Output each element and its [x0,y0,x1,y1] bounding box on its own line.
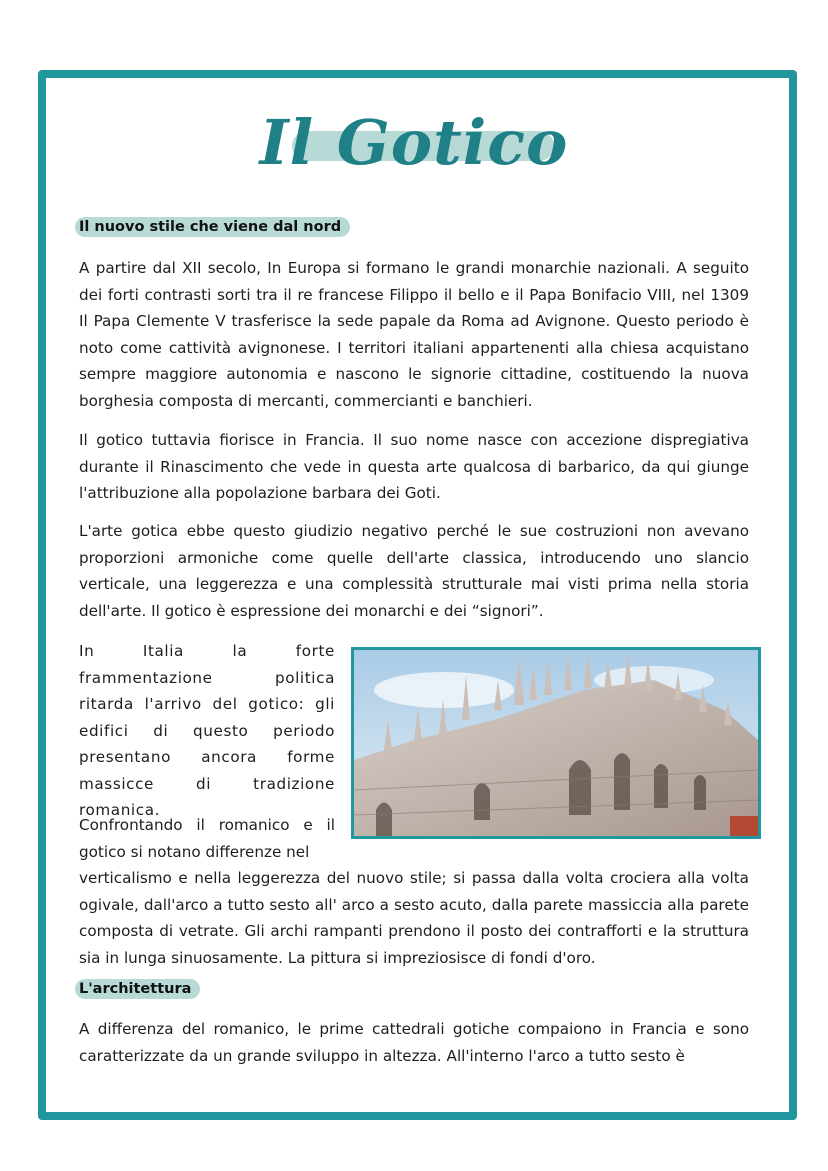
paragraph-5-start: Confrontando il romanico e il gotico si notano differenze nel [79,816,335,861]
paragraph-3: L'arte gotica ebbe questo giudizio negativo perché le sue costruzioni non avevano proporzioni armoniche come quelle dell'arte classica, introducendo uno slancio verticale, una leggerezza e una complessità strutturale mai visti prima nella storia dell'arte. Il gotico è espressione dei monarchi e dei “signori”. [79,522,749,620]
cathedral-photo [351,647,761,839]
paragraph-4: In Italia la forte frammentazione politica ritarda l'arrivo del gotico: gli edifici di questo periodo presentano ancora forme massicce di tradizione romanica. [79,642,335,819]
paragraph-1: A partire dal XII secolo, In Europa si formano le grandi monarchie nazionali. A seguito dei forti contrasti sorti tra il re francese Filippo il bello e il Papa Bonifacio VIII, nel 1309 Il Papa Clemente V trasferisce la sede papale da Roma ad Avignone. Questo periodo è noto come cattività avignonese. I territori italiani appartenenti alla chiesa acquistano sempre maggiore autonomia e nascono le signorie cittadine, costituendo la nuova borghesia composta di mercanti, commercianti e banchieri. [79,259,749,410]
paragraph-2: Il gotico tuttavia fiorisce in Francia. Il suo nome nasce con accezione dispregiativa durante il Rinascimento che vede in questa arte qualcosa di barbarico, da qui giunge l'attribuzione alla popolazione barbara dei Goti. [79,431,749,502]
page-title: Il Gotico [259,106,569,179]
section-heading-architettura: L'architettura [75,979,200,999]
paragraph-6: A differenza del romanico, le prime cattedrali gotiche compaiono in Francia e sono caratterizzate da un grande sviluppo in altezza. All'interno l'arco a tutto sesto è [79,1020,749,1065]
milan-cathedral-image [354,650,758,836]
paragraph-5-continued: verticalismo e nella leggerezza del nuovo stile; si passa dalla volta crociera alla volta ogivale, dall'arco a tutto sesto all' arco a sesto acuto, dalla parete massiccia alla parete composta di vetrate. Gli archi rampanti prendono il posto dei contrafforti e la struttura sia in lunga sinuosamente. La pittura si impreziosisce di fondi d'oro. [79,869,749,967]
section-heading-nord: Il nuovo stile che viene dal nord [75,217,350,237]
title-container [0,100,828,186]
